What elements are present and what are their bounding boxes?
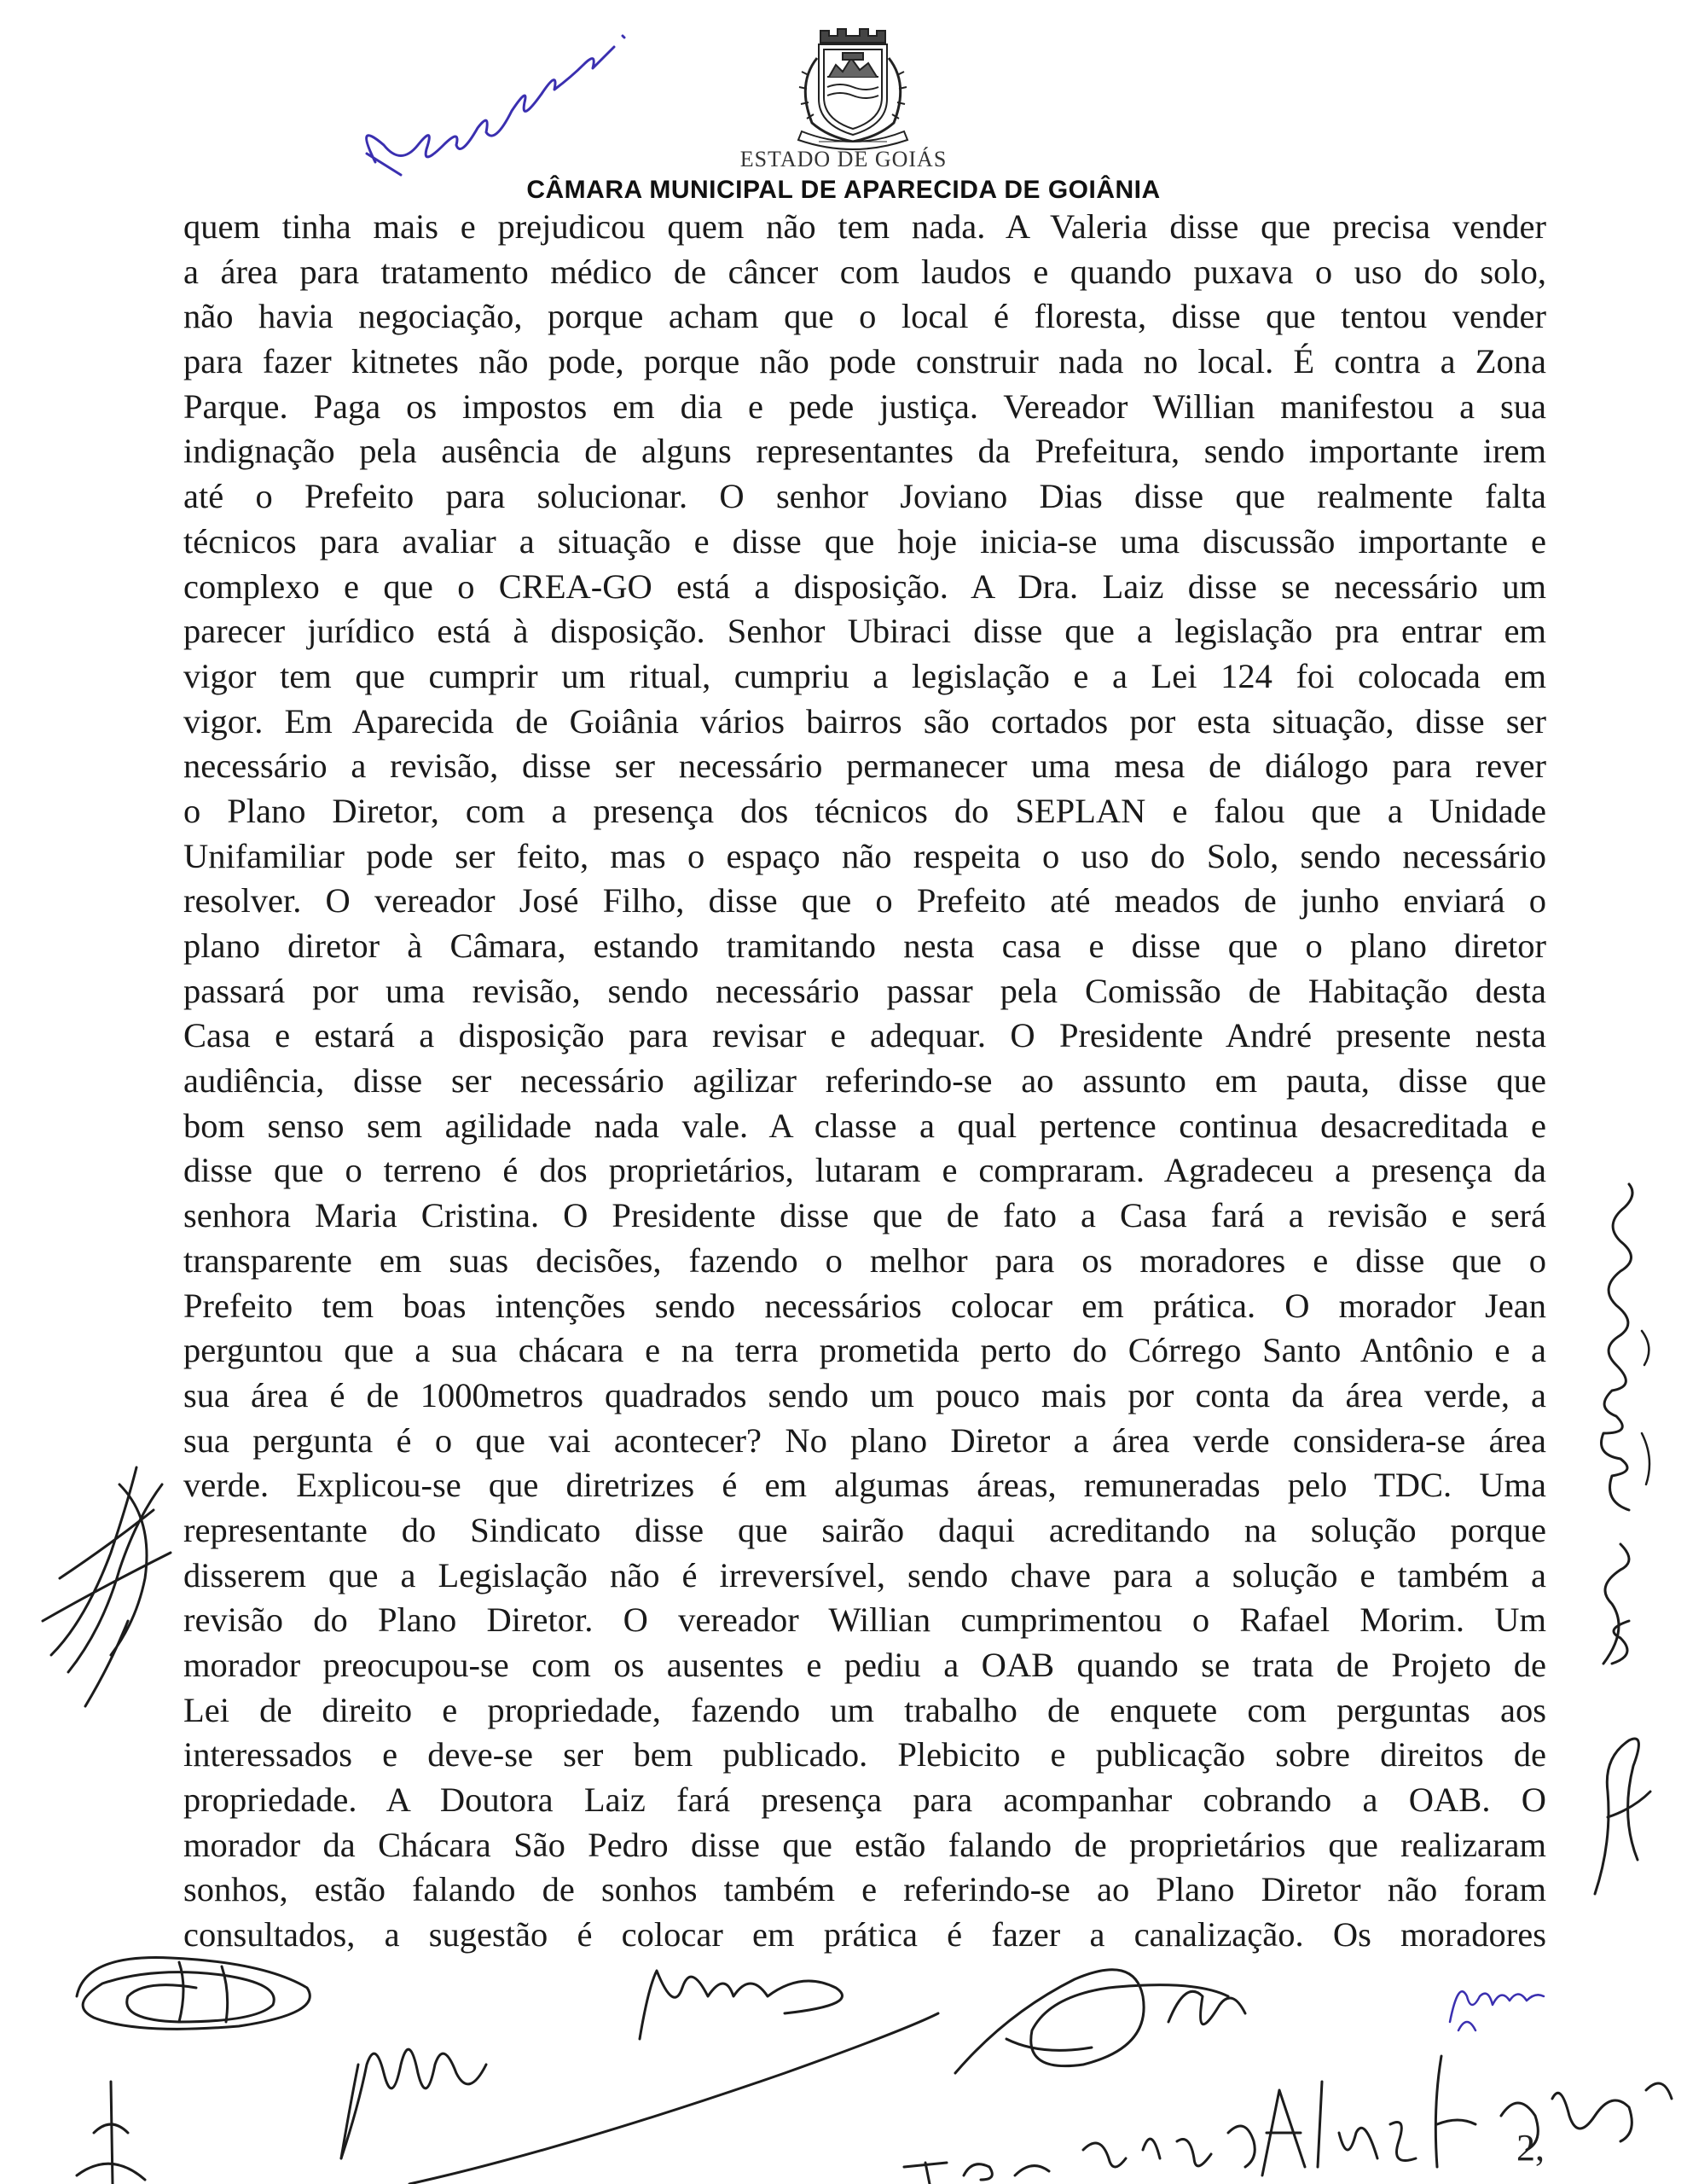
text-line: o Plano Diretor, com a presença dos técnicos do SEPLAN e falou que a Unidade	[183, 791, 1546, 830]
minutes-body	[183, 205, 1546, 1958]
text-line: consultados, a sugestão é colocar em prática é fazer a canalização. Os moradores	[183, 1915, 1546, 1955]
text-line: revisão do Plano Diretor. O vereador Willian cumprimentou o Rafael Morim. Um	[183, 1600, 1546, 1640]
text-line: disse que o terreno é dos proprietários, lutaram e compraram. Agradeceu a presença da	[183, 1151, 1546, 1190]
text-line: vigor. Em Aparecida de Goiânia vários bairros são cortados por esta situação, disse ser	[183, 701, 1546, 741]
text-line: morador da Chácara São Pedro disse que estão falando de proprietários que realizaram	[183, 1825, 1546, 1864]
text-line: indignação pela ausência de alguns representantes da Prefeitura, sendo importante irem	[183, 432, 1546, 471]
text-line: parecer jurídico está à disposição. Senhor Ubiraci disse que a legislação pra entrar em	[183, 612, 1546, 651]
text-line: Lei de direito e propriedade, fazendo um trabalho de enquete com perguntas aos	[183, 1690, 1546, 1729]
text-line: sonhos, estão falando de sonhos também e referindo-se ao Plano Diretor não foram	[183, 1870, 1546, 1909]
signature-bottom-right-blue	[1433, 1962, 1552, 2039]
text-line: Casa e estará a disposição para revisar e adequar. O Presidente André presente nesta	[183, 1016, 1546, 1055]
signature-left-margin	[34, 1450, 196, 1723]
text-line: verde. Explicou-se que diretrizes é em algumas áreas, remuneradas pelo TDC. Uma	[183, 1466, 1546, 1505]
signature-bottom-center	[307, 1937, 955, 2184]
header-chamber: CÂMARA MUNICIPAL DE APARECIDA DE GOIÂNIA	[526, 176, 1161, 204]
text-line: complexo e que o CREA-GO está a disposição. A Dra. Laiz disse se necessário um	[183, 566, 1546, 606]
page-number: 2,	[1516, 2127, 1545, 2169]
text-line: Parque. Paga os impostos em dia e pede justiça. Vereador Willian manifestou a sua	[183, 386, 1546, 426]
text-line: até o Prefeito para solucionar. O senhor Joviano Dias disse que realmente falta	[183, 477, 1546, 516]
signature-bottom-left-loops	[51, 1937, 350, 2056]
text-line: perguntou que a sua chácara e na terra prometida perto do Córrego Santo Antônio e a	[183, 1331, 1546, 1370]
text-line: bom senso sem agilidade nada vale. A classe a qual pertence continua desacreditada e	[183, 1106, 1546, 1145]
text-line: necessário a revisão, disse ser necessário permanecer uma mesa de diálogo para rever	[183, 746, 1546, 786]
municipal-coat-of-arms-icon	[768, 24, 938, 152]
text-line: para fazer kitnetes não pode, porque não pode construir nada no local. É contra a Zona	[183, 342, 1546, 381]
signature-right-lower	[1569, 1536, 1663, 1928]
text-line: senhora Maria Cristina. O Presidente disse que de fato a Casa fará a revisão e será	[183, 1196, 1546, 1235]
text-line: audiência, disse ser necessário agilizar referindo-se ao assunto em pauta, disse que	[183, 1061, 1546, 1101]
text-line: a área para tratamento médico de câncer com laudos e quando puxava o uso do solo,	[183, 252, 1546, 291]
text-line: resolver. O vereador José Filho, disse que o Prefeito até meados de junho enviará o	[183, 881, 1546, 921]
signature-bottom-handwritten-name	[887, 2039, 1680, 2184]
text-line: sua área é de 1000metros quadrados sendo um pouco mais por conta da área verde, a	[183, 1375, 1546, 1414]
header-state: ESTADO DE GOIÁS	[739, 147, 948, 171]
text-line: técnicos para avaliar a situação e disse que hoje inicia-se uma discussão importante e	[183, 521, 1546, 561]
signature-top-blue	[350, 17, 640, 196]
signature-bottom-left-corner	[51, 2073, 171, 2184]
text-line: Unifamiliar pode ser feito, mas o espaço não respeita o uso do Solo, sendo necessário	[183, 836, 1546, 875]
text-line: plano diretor à Câmara, estando tramitando nesta casa e disse que o plano diretor	[183, 926, 1546, 965]
text-line: propriedade. A Doutora Laiz fará presença para acompanhar cobrando a OAB. O	[183, 1780, 1546, 1820]
text-line: passará por uma revisão, sendo necessário passar pela Comissão de Habitação desta	[183, 971, 1546, 1010]
text-line: Prefeito tem boas intenções sendo necessários colocar em prática. O morador Jean	[183, 1286, 1546, 1325]
signature-right-paulo-victor	[1569, 1177, 1663, 1519]
text-line: quem tinha mais e prejudicou quem não tem nada. A Valeria disse que precisa vender	[183, 207, 1546, 246]
text-line: disserem que a Legislação não é irreversível, sendo chave para a solução e também a	[183, 1555, 1546, 1594]
text-line: representante do Sindicato disse que sairão daqui acreditando na solução porque	[183, 1510, 1546, 1549]
text-line: transparente em suas decisões, fazendo o melhor para os moradores e disse que o	[183, 1240, 1546, 1280]
text-line: não havia negociação, porque acham que o local é floresta, disse que tentou vender	[183, 297, 1546, 336]
text-line: morador preocupou-se com os ausentes e pediu a OAB quando se trata de Projeto de	[183, 1646, 1546, 1684]
text-line: sua pergunta é o que vai acontecer? No plano Diretor a área verde considera-se área	[183, 1420, 1546, 1460]
text-line: interessados e deve-se ser bem publicado. Plebicito e publicação sobre direitos de	[183, 1735, 1546, 1774]
text-line: vigor tem que cumprir um ritual, cumpriu a legislação e a Lei 124 foi colocada em	[183, 656, 1546, 695]
